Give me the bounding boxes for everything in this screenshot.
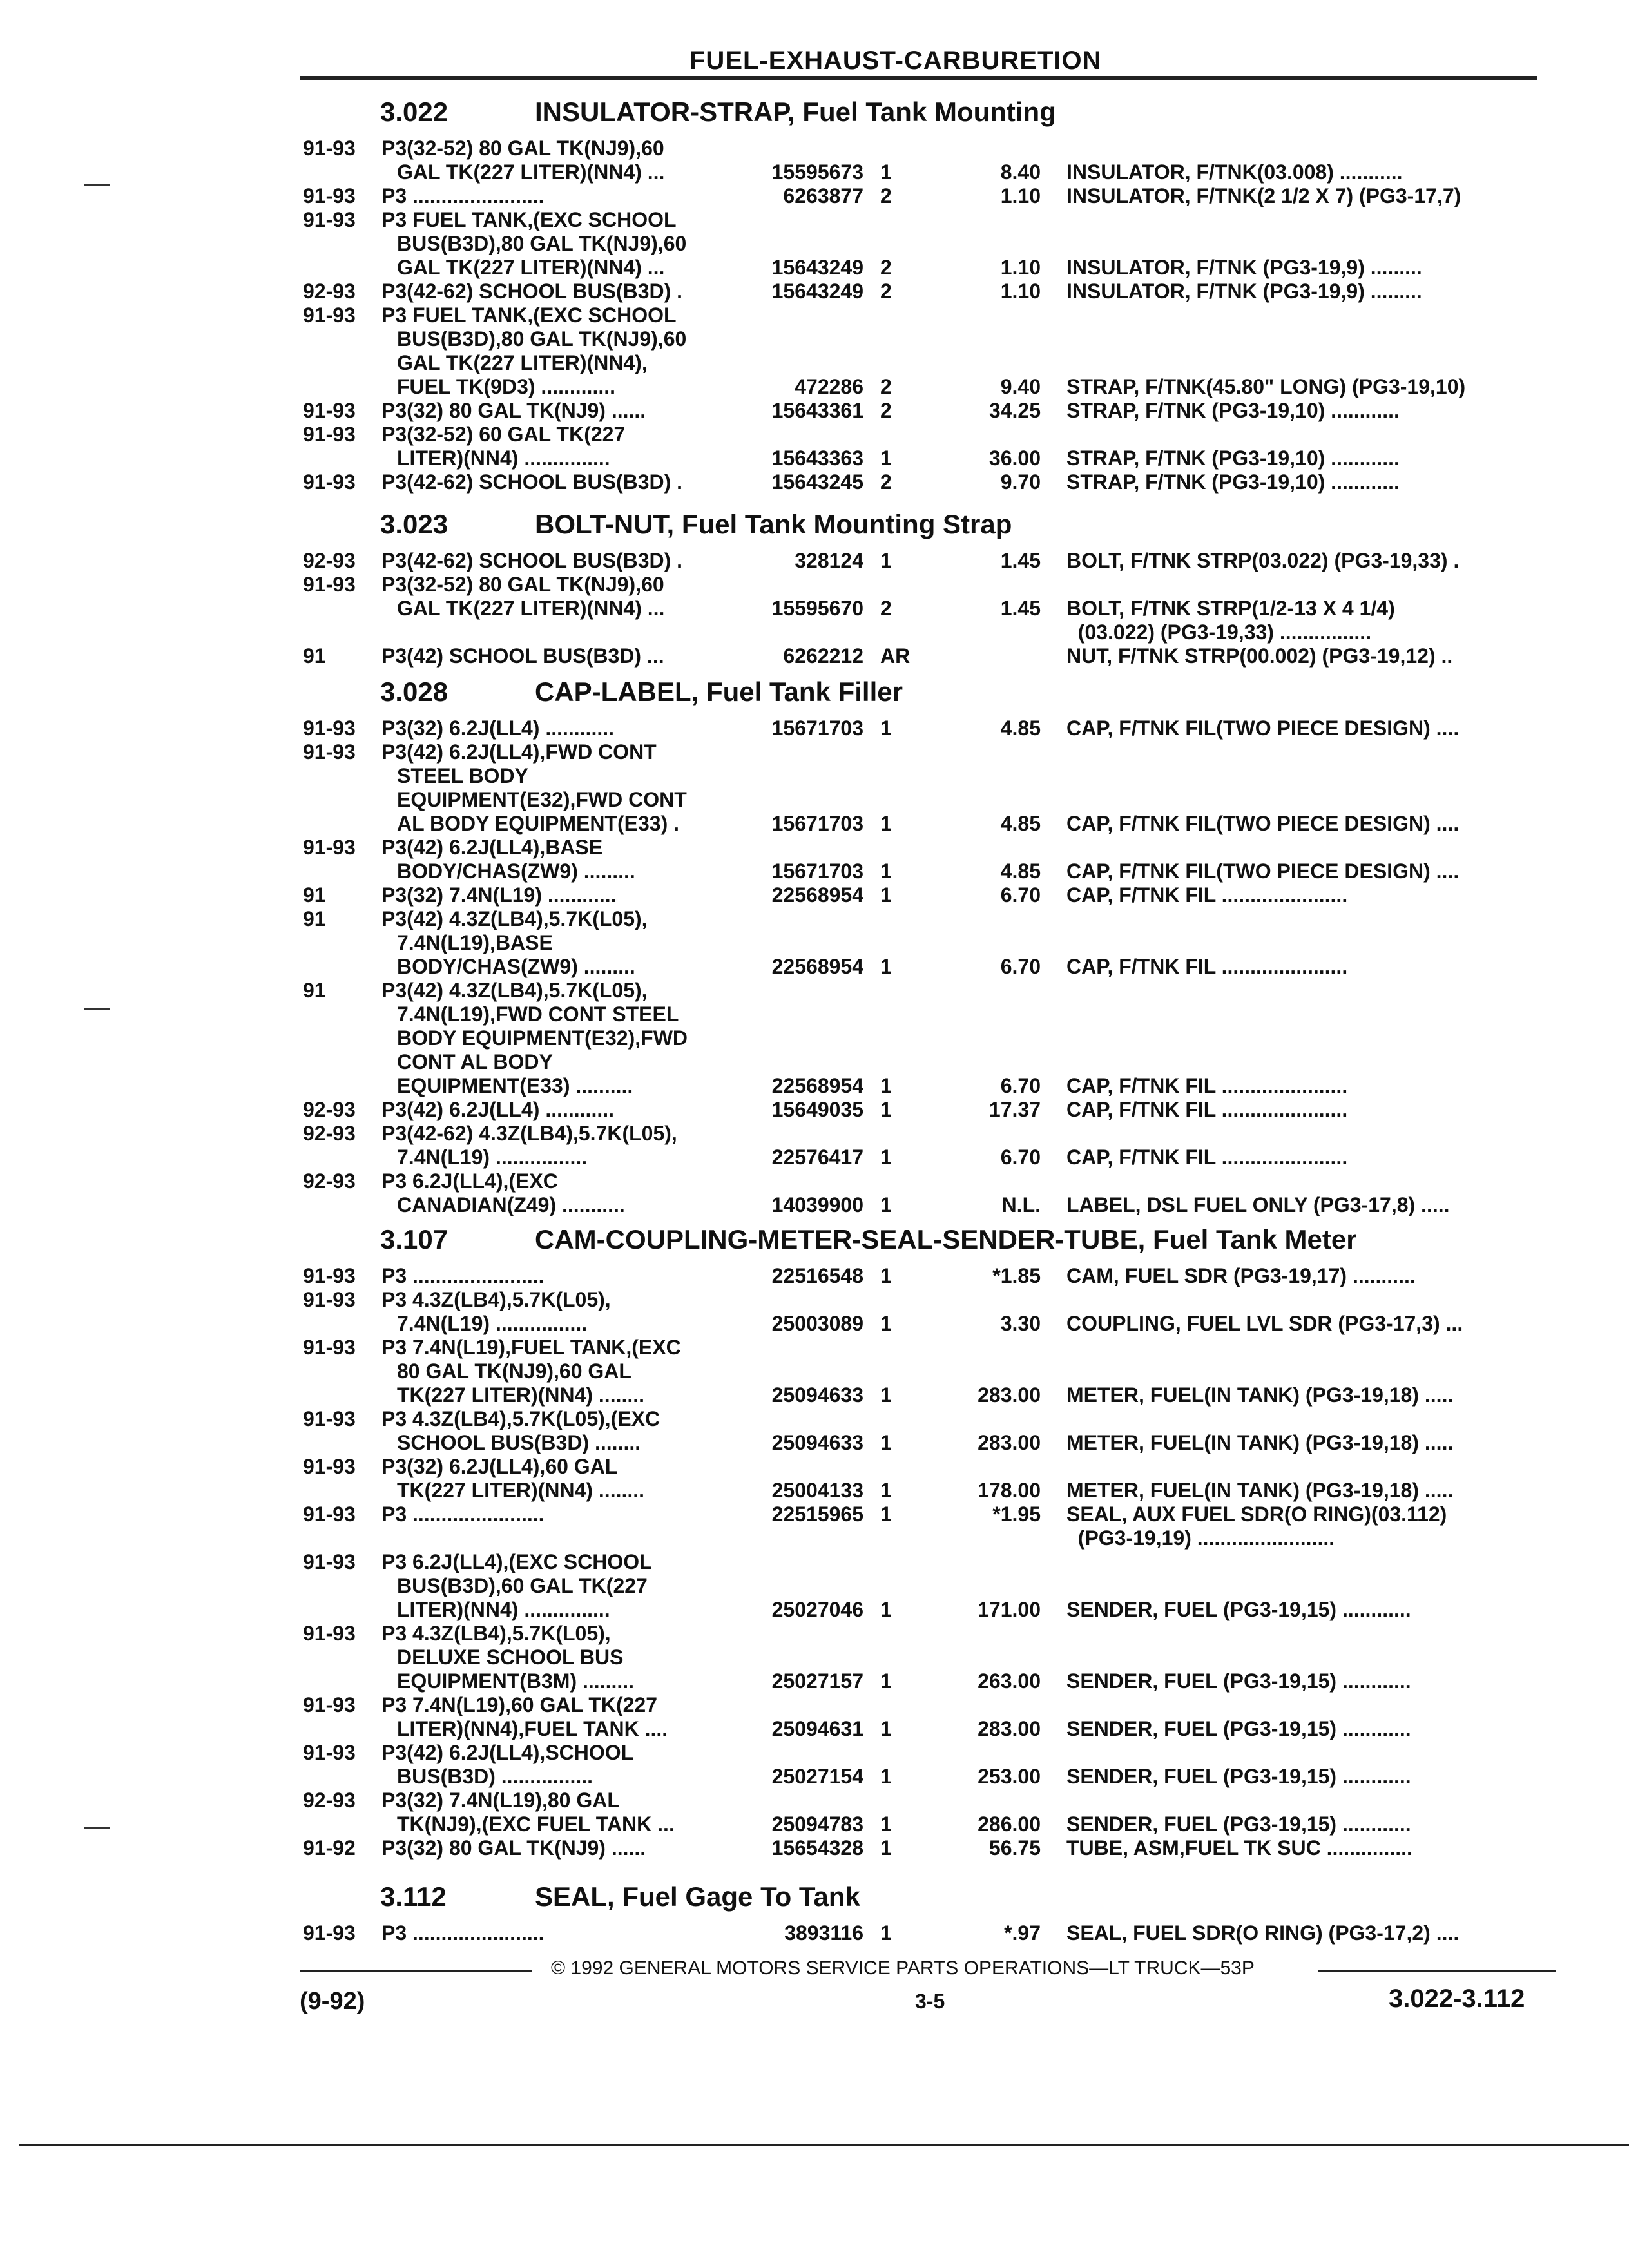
footer-copyright: © 1992 GENERAL MOTORS SERVICE PARTS OPERATIONS—LT TRUCK—53P: [551, 1957, 1255, 1979]
part-name: BOLT, F/TNK STRP(1/2-13 X 4 1/4) (03.022) (PG3-19,33) ................: [1066, 597, 1395, 644]
quantity: 1: [880, 955, 892, 978]
price: 9.70: [1000, 470, 1041, 494]
footer-date: (9-92): [300, 1988, 365, 2015]
usage-description: P3(42) 4.3Z(LB4),5.7K(L05), 7.4N(L19),BASE BODY/CHAS(ZW9) .........: [381, 907, 648, 978]
model-years: 91-93: [303, 1455, 356, 1478]
section-title: CAP-LABEL, Fuel Tank Filler: [535, 677, 903, 707]
quantity: 1: [880, 1431, 892, 1454]
model-years: 91-93: [303, 1336, 356, 1359]
model-years: 91-93: [303, 470, 356, 494]
quantity: 1: [880, 1669, 892, 1693]
quantity: 1: [880, 716, 892, 740]
quantity: 1: [880, 1921, 892, 1945]
part-name: CAP, F/TNK FIL(TWO PIECE DESIGN) ....: [1066, 860, 1460, 883]
footer-rule-left: [300, 1970, 532, 1972]
usage-description: P3(42) SCHOOL BUS(B3D) ...: [381, 644, 664, 668]
section-number: 3.022: [380, 97, 448, 127]
model-years: 91-93: [303, 1693, 356, 1716]
model-years: 91-93: [303, 303, 356, 327]
margin-mark: [84, 1008, 110, 1010]
part-number: 25003089: [771, 1312, 863, 1335]
usage-description: P3 4.3Z(LB4),5.7K(L05), 7.4N(L19) ................: [381, 1288, 611, 1335]
usage-description: P3(32-52) 80 GAL TK(NJ9),60 GAL TK(227 LITER)(NN4) ...: [381, 573, 665, 620]
price: 171.00: [978, 1598, 1041, 1621]
model-years: 91-93: [303, 184, 356, 207]
part-number: 6262212: [783, 644, 863, 668]
price: 178.00: [978, 1479, 1041, 1502]
model-years: 91-92: [303, 1836, 356, 1860]
model-years: 91-93: [303, 1741, 356, 1764]
price: 1.10: [1000, 256, 1041, 279]
usage-description: P3(42-62) SCHOOL BUS(B3D) .: [381, 280, 683, 303]
part-number: 15595673: [771, 160, 863, 184]
margin-mark: [84, 1827, 110, 1829]
section-number: 3.028: [380, 677, 448, 707]
usage-description: P3 .......................: [381, 1503, 545, 1526]
part-name: METER, FUEL(IN TANK) (PG3-19,18) .....: [1066, 1383, 1454, 1407]
usage-description: P3(32) 80 GAL TK(NJ9) ......: [381, 1836, 646, 1860]
quantity: 2: [880, 399, 892, 422]
bottom-rule: [19, 2144, 1629, 2146]
model-years: 91: [303, 907, 326, 930]
usage-description: P3(42) 6.2J(LL4),SCHOOL BUS(B3D) ................: [381, 1741, 634, 1788]
model-years: 91-93: [303, 836, 356, 859]
part-number: 15595670: [771, 597, 863, 620]
part-name: INSULATOR, F/TNK (PG3-19,9) .........: [1066, 256, 1422, 279]
model-years: 91: [303, 883, 326, 907]
part-number: 15654328: [771, 1836, 863, 1860]
usage-description: P3(42-62) SCHOOL BUS(B3D) .: [381, 470, 683, 494]
usage-description: P3 6.2J(LL4),(EXC CANADIAN(Z49) ...........: [381, 1169, 625, 1216]
usage-description: P3 .......................: [381, 1264, 545, 1287]
quantity: 1: [880, 1193, 892, 1216]
usage-description: P3 7.4N(L19),FUEL TANK,(EXC 80 GAL TK(NJ9),60 GAL TK(227 LITER)(NN4) ........: [381, 1336, 681, 1407]
part-number: 25094633: [771, 1431, 863, 1454]
price: 283.00: [978, 1383, 1041, 1407]
part-name: CAM, FUEL SDR (PG3-19,17) ...........: [1066, 1264, 1416, 1287]
part-number: 15671703: [771, 812, 863, 835]
part-name: CAP, F/TNK FIL ......................: [1066, 955, 1348, 978]
price: 34.25: [988, 399, 1041, 422]
part-number: 15643249: [771, 280, 863, 303]
part-number: 14039900: [771, 1193, 863, 1216]
model-years: 91: [303, 979, 326, 1002]
model-years: 91-93: [303, 1550, 356, 1573]
part-name: TUBE, ASM,FUEL TK SUC ...............: [1066, 1836, 1412, 1860]
part-number: 22576417: [771, 1146, 863, 1169]
model-years: 91-93: [303, 1503, 356, 1526]
part-number: 22516548: [771, 1264, 863, 1287]
model-years: 91-93: [303, 573, 356, 596]
quantity: 1: [880, 1264, 892, 1287]
part-number: 6263877: [783, 184, 863, 207]
quantity: 1: [880, 1074, 892, 1097]
price: 6.70: [1000, 955, 1041, 978]
price: 6.70: [1000, 1146, 1041, 1169]
model-years: 91-93: [303, 423, 356, 446]
usage-description: P3(42) 6.2J(LL4),BASE BODY/CHAS(ZW9) .........: [381, 836, 635, 883]
part-name: INSULATOR, F/TNK (PG3-19,9) .........: [1066, 280, 1422, 303]
usage-description: P3(32) 7.4N(L19) ............: [381, 883, 617, 907]
section-number: 3.023: [380, 509, 448, 539]
part-name: BOLT, F/TNK STRP(03.022) (PG3-19,33) .: [1066, 549, 1460, 572]
footer-rule-right: [1318, 1970, 1556, 1972]
footer-page-number: 3-5: [915, 1990, 945, 2013]
model-years: 92-93: [303, 1098, 356, 1121]
part-name: LABEL, DSL FUEL ONLY (PG3-17,8) .....: [1066, 1193, 1450, 1216]
usage-description: P3 6.2J(LL4),(EXC SCHOOL BUS(B3D),60 GAL TK(227 LITER)(NN4) ...............: [381, 1550, 652, 1621]
usage-description: P3 4.3Z(LB4),5.7K(L05),(EXC SCHOOL BUS(B3D) ........: [381, 1407, 660, 1454]
usage-description: P3(42) 6.2J(LL4) ............: [381, 1098, 614, 1121]
part-number: 15643245: [771, 470, 863, 494]
section-heading: [380, 509, 1012, 540]
price: *1.85: [992, 1264, 1041, 1287]
quantity: 1: [880, 549, 892, 572]
price: 283.00: [978, 1431, 1041, 1454]
page-header: FUEL-EXHAUST-CARBURETION: [689, 46, 1102, 75]
price: 3.30: [1000, 1312, 1041, 1335]
model-years: 92-93: [303, 1789, 356, 1812]
price: 17.37: [988, 1098, 1041, 1121]
part-number: 25094631: [771, 1717, 863, 1740]
part-name: COUPLING, FUEL LVL SDR (PG3-17,3) ...: [1066, 1312, 1463, 1335]
quantity: 1: [880, 1146, 892, 1169]
quantity: 1: [880, 1717, 892, 1740]
part-number: 15643249: [771, 256, 863, 279]
model-years: 91-93: [303, 1622, 356, 1645]
part-name: CAP, F/TNK FIL(TWO PIECE DESIGN) ....: [1066, 716, 1460, 740]
usage-description: P3 7.4N(L19),60 GAL TK(227 LITER)(NN4),FUEL TANK ....: [381, 1693, 668, 1740]
quantity: 1: [880, 1312, 892, 1335]
usage-description: P3 4.3Z(LB4),5.7K(L05), DELUXE SCHOOL BUS EQUIPMENT(B3M) .........: [381, 1622, 635, 1693]
price: 1.45: [1000, 549, 1041, 572]
part-name: METER, FUEL(IN TANK) (PG3-19,18) .....: [1066, 1479, 1454, 1502]
model-years: 91-93: [303, 1921, 356, 1945]
part-name: SENDER, FUEL (PG3-19,15) ............: [1066, 1717, 1411, 1740]
price: 4.85: [1000, 716, 1041, 740]
section-number: 3.107: [380, 1224, 448, 1254]
part-name: SENDER, FUEL (PG3-19,15) ............: [1066, 1598, 1411, 1621]
usage-description: P3(42) 6.2J(LL4),FWD CONT STEEL BODY EQUIPMENT(E32),FWD CONT AL BODY EQUIPMENT(E33) .: [381, 740, 687, 835]
price: 6.70: [1000, 1074, 1041, 1097]
section-heading: [380, 677, 903, 707]
part-name: CAP, F/TNK FIL ......................: [1066, 1098, 1348, 1121]
section-title: SEAL, Fuel Gage To Tank: [535, 1881, 860, 1912]
part-name: STRAP, F/TNK (PG3-19,10) ............: [1066, 399, 1400, 422]
part-name: CAP, F/TNK FIL ......................: [1066, 883, 1348, 907]
quantity: 1: [880, 1598, 892, 1621]
quantity: 1: [880, 812, 892, 835]
price: 1.10: [1000, 280, 1041, 303]
part-name: INSULATOR, F/TNK(2 1/2 X 7) (PG3-17,7): [1066, 184, 1461, 207]
quantity: 1: [880, 1383, 892, 1407]
part-name: SENDER, FUEL (PG3-19,15) ............: [1066, 1669, 1411, 1693]
quantity: 1: [880, 1765, 892, 1788]
quantity: 2: [880, 597, 892, 620]
price: 4.85: [1000, 860, 1041, 883]
section-number: 3.112: [380, 1881, 447, 1912]
part-number: 472286: [795, 375, 863, 398]
part-number: 25004133: [771, 1479, 863, 1502]
part-name: STRAP, F/TNK (PG3-19,10) ............: [1066, 470, 1400, 494]
quantity: 2: [880, 470, 892, 494]
quantity: 1: [880, 883, 892, 907]
footer-range: 3.022-3.112: [1389, 1984, 1525, 2013]
part-number: 15643363: [771, 447, 863, 470]
price: *1.95: [992, 1503, 1041, 1526]
quantity: 2: [880, 280, 892, 303]
model-years: 91-93: [303, 1264, 356, 1287]
part-name: SEAL, AUX FUEL SDR(O RING)(03.112) (PG3-19,19) ........................: [1066, 1503, 1447, 1550]
part-number: 328124: [795, 549, 863, 572]
section-title: BOLT-NUT, Fuel Tank Mounting Strap: [535, 509, 1012, 539]
price: 1.45: [1000, 597, 1041, 620]
quantity: 1: [880, 1479, 892, 1502]
part-name: CAP, F/TNK FIL(TWO PIECE DESIGN) ....: [1066, 812, 1460, 835]
usage-description: P3 .......................: [381, 184, 545, 207]
quantity: 2: [880, 184, 892, 207]
quantity: 1: [880, 1836, 892, 1860]
usage-description: P3(42-62) 4.3Z(LB4),5.7K(L05), 7.4N(L19) ................: [381, 1122, 677, 1169]
usage-description: P3 FUEL TANK,(EXC SCHOOL BUS(B3D),80 GAL TK(NJ9),60 GAL TK(227 LITER)(NN4), FUEL TK(9D3) .............: [381, 303, 687, 398]
part-number: 15671703: [771, 716, 863, 740]
section-heading: [380, 1881, 860, 1912]
part-name: SEAL, FUEL SDR(O RING) (PG3-17,2) ....: [1066, 1921, 1460, 1945]
price: *.97: [1004, 1921, 1041, 1945]
part-name: SENDER, FUEL (PG3-19,15) ............: [1066, 1765, 1411, 1788]
part-number: 25027046: [771, 1598, 863, 1621]
price: 4.85: [1000, 812, 1041, 835]
quantity: 2: [880, 375, 892, 398]
part-number: 25094783: [771, 1812, 863, 1836]
section-title: CAM-COUPLING-METER-SEAL-SENDER-TUBE, Fuel Tank Meter: [535, 1224, 1357, 1254]
part-name: CAP, F/TNK FIL ......................: [1066, 1146, 1348, 1169]
part-name: STRAP, F/TNK(45.80" LONG) (PG3-19,10): [1066, 375, 1466, 398]
part-number: 22568954: [771, 955, 863, 978]
usage-description: P3(42) 4.3Z(LB4),5.7K(L05), 7.4N(L19),FWD CONT STEEL BODY EQUIPMENT(E32),FWD CONT AL BODY EQUIPMENT(E33) ..........: [381, 979, 688, 1097]
model-years: 91-93: [303, 399, 356, 422]
quantity: 1: [880, 1098, 892, 1121]
quantity: 1: [880, 447, 892, 470]
model-years: 91-93: [303, 716, 356, 740]
model-years: 92-93: [303, 1169, 356, 1193]
model-years: 92-93: [303, 280, 356, 303]
quantity: 1: [880, 1812, 892, 1836]
part-number: 25094633: [771, 1383, 863, 1407]
price: 36.00: [988, 447, 1041, 470]
part-name: CAP, F/TNK FIL ......................: [1066, 1074, 1348, 1097]
section-heading: [380, 1224, 1357, 1255]
usage-description: P3(32) 80 GAL TK(NJ9) ......: [381, 399, 646, 422]
price: 56.75: [988, 1836, 1041, 1860]
price: 286.00: [978, 1812, 1041, 1836]
part-name: NUT, F/TNK STRP(00.002) (PG3-19,12) ..: [1066, 644, 1453, 668]
model-years: 91-93: [303, 1288, 356, 1311]
quantity: 2: [880, 256, 892, 279]
price: N.L.: [1001, 1193, 1041, 1216]
part-number: 22515965: [771, 1503, 863, 1526]
section-title: INSULATOR-STRAP, Fuel Tank Mounting: [535, 97, 1056, 127]
part-number: 22568954: [771, 1074, 863, 1097]
model-years: 91-93: [303, 208, 356, 231]
quantity: 1: [880, 1503, 892, 1526]
usage-description: P3(32) 6.2J(LL4) ............: [381, 716, 614, 740]
margin-mark: [84, 184, 110, 186]
usage-description: P3(32) 7.4N(L19),80 GAL TK(NJ9),(EXC FUEL TANK ...: [381, 1789, 675, 1836]
price: 283.00: [978, 1717, 1041, 1740]
part-number: 25027157: [771, 1669, 863, 1693]
part-number: 22568954: [771, 883, 863, 907]
model-years: 91: [303, 644, 326, 668]
price: 263.00: [978, 1669, 1041, 1693]
part-name: SENDER, FUEL (PG3-19,15) ............: [1066, 1812, 1411, 1836]
part-number: 15671703: [771, 860, 863, 883]
part-number: 15643361: [771, 399, 863, 422]
model-years: 91-93: [303, 740, 356, 764]
model-years: 91-93: [303, 1407, 356, 1430]
quantity: 1: [880, 860, 892, 883]
usage-description: P3 .......................: [381, 1921, 545, 1945]
model-years: 91-93: [303, 137, 356, 160]
usage-description: P3 FUEL TANK,(EXC SCHOOL BUS(B3D),80 GAL TK(NJ9),60 GAL TK(227 LITER)(NN4) ...: [381, 208, 687, 279]
part-number: 15649035: [771, 1098, 863, 1121]
part-name: INSULATOR, F/TNK(03.008) ...........: [1066, 160, 1403, 184]
price: 6.70: [1000, 883, 1041, 907]
usage-description: P3(32) 6.2J(LL4),60 GAL TK(227 LITER)(NN4) ........: [381, 1455, 645, 1502]
part-name: STRAP, F/TNK (PG3-19,10) ............: [1066, 447, 1400, 470]
price: 1.10: [1000, 184, 1041, 207]
part-number: 25027154: [771, 1765, 863, 1788]
usage-description: P3(42-62) SCHOOL BUS(B3D) .: [381, 549, 683, 572]
part-name: METER, FUEL(IN TANK) (PG3-19,18) .....: [1066, 1431, 1454, 1454]
section-heading: [380, 97, 1056, 128]
part-number: 3893116: [784, 1921, 863, 1945]
model-years: 92-93: [303, 549, 356, 572]
price: 9.40: [1000, 375, 1041, 398]
quantity: 1: [880, 160, 892, 184]
price: 8.40: [1000, 160, 1041, 184]
price: 253.00: [978, 1765, 1041, 1788]
usage-description: P3(32-52) 60 GAL TK(227 LITER)(NN4) ...............: [381, 423, 626, 470]
quantity: AR: [880, 644, 911, 668]
header-rule: [300, 76, 1537, 80]
usage-description: P3(32-52) 80 GAL TK(NJ9),60 GAL TK(227 LITER)(NN4) ...: [381, 137, 665, 184]
model-years: 92-93: [303, 1122, 356, 1145]
